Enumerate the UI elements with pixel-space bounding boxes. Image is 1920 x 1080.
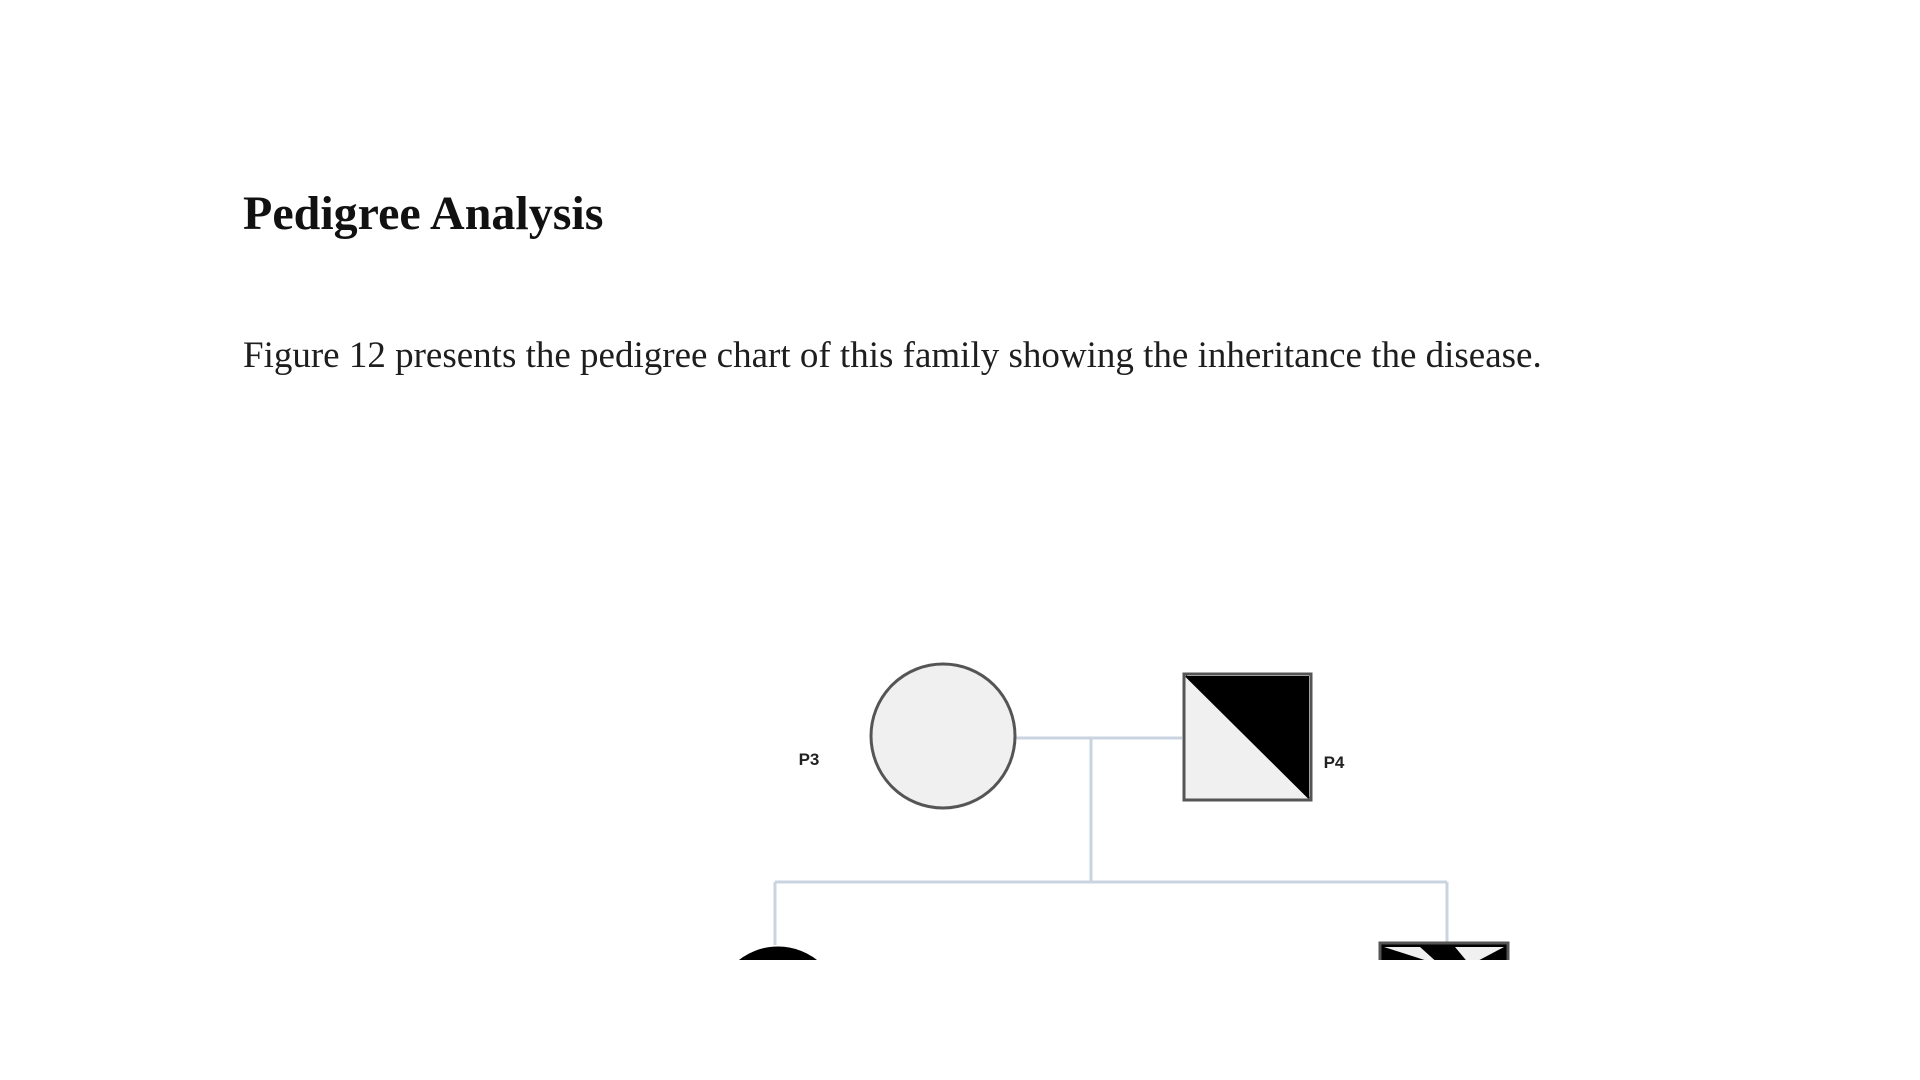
section-heading: Pedigree Analysis — [243, 187, 604, 240]
individual-p4-male-symbol — [1184, 674, 1311, 800]
individual-p3-female-symbol — [871, 664, 1015, 808]
individual-p4-label: P4 — [1323, 753, 1345, 772]
page-bottom-margin — [0, 960, 1920, 1080]
body-paragraph: Figure 12 presents the pedigree chart of this family showing the inheritance the disease. — [243, 335, 1542, 376]
individual-p3-label: P3 — [798, 750, 820, 769]
